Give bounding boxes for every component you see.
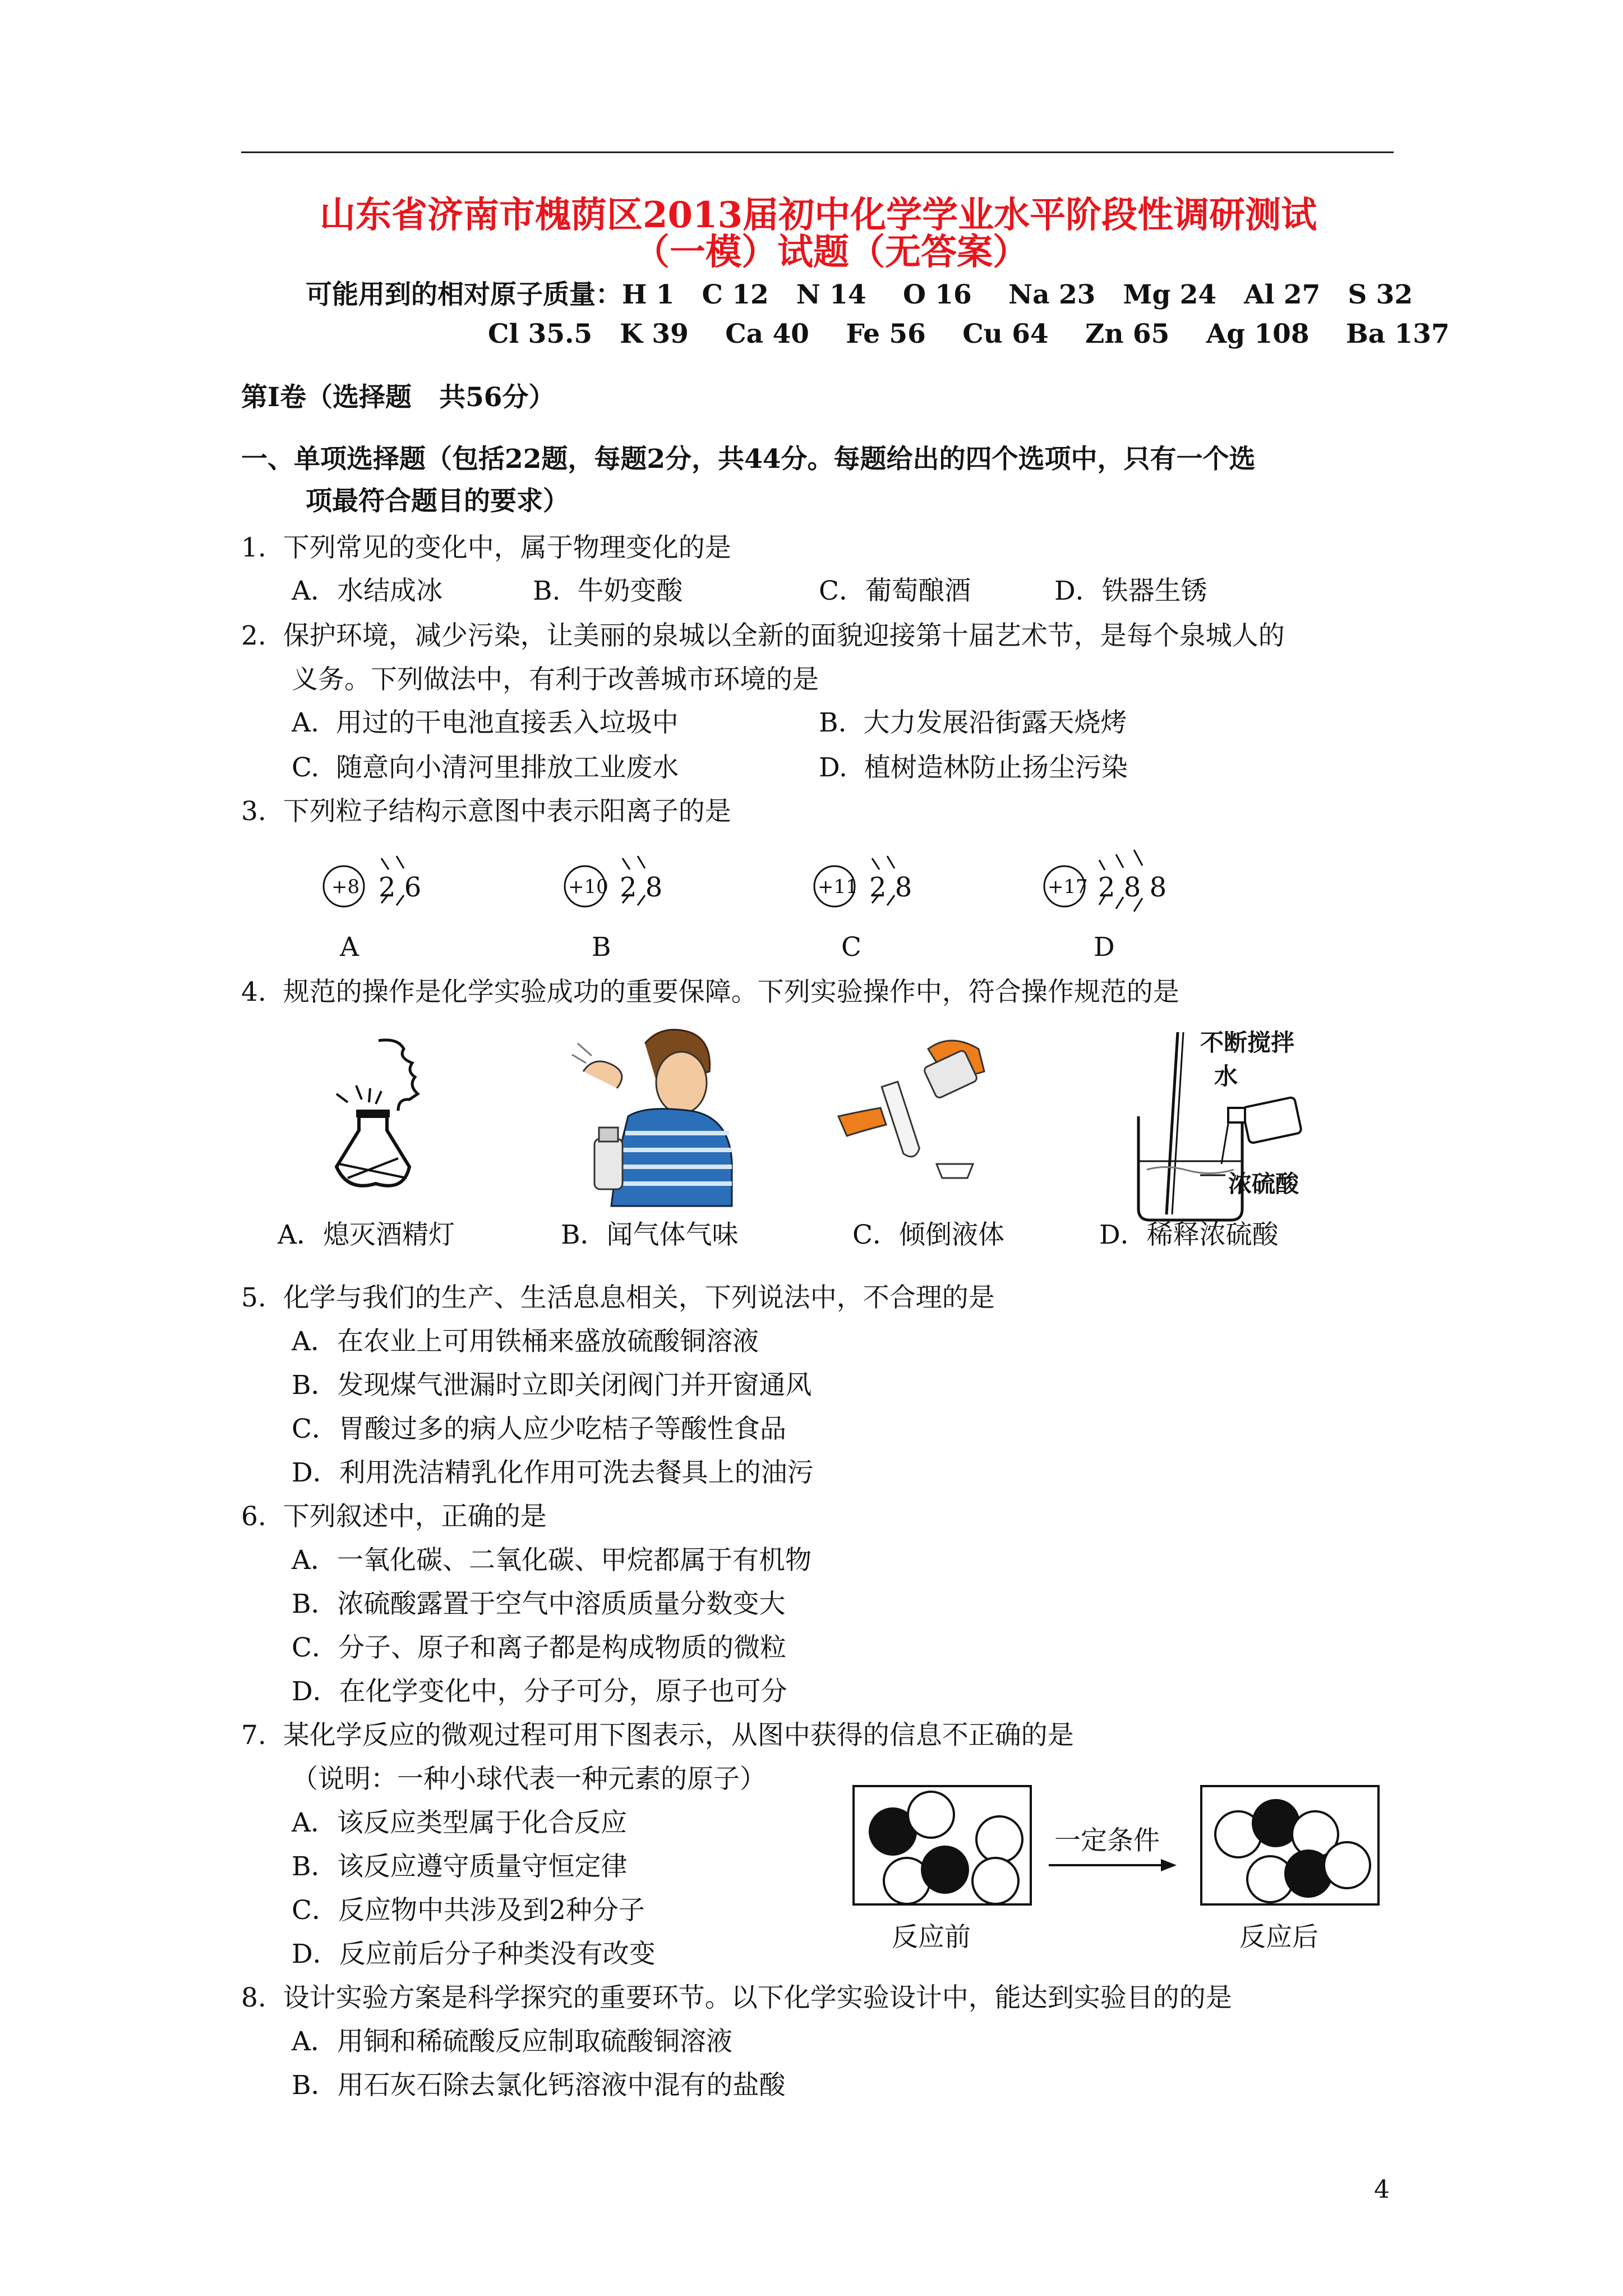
q5-option-a: A．在农业上可用铁桶来盛放硫酸铜溶液 — [292, 1326, 759, 1357]
q7-stem: 7. 某化学反应的微观过程可用下图表示，从图中获得的信息不正确的是 — [241, 1720, 1074, 1751]
smelling-gas-illustration — [561, 1021, 746, 1212]
q2-stem-2: 义务。下列做法中，有利于改善城市环境的是 — [292, 664, 819, 695]
page-title: 山东省济南市槐荫区2013届初中化学学业水平阶段性调研测试 — [320, 194, 1317, 236]
q2-option-c: C. 随意向小清河里排放工业废水 — [292, 752, 679, 783]
q7-note: （说明：一种小球代表一种元素的原子） — [292, 1764, 766, 1795]
ion-d-nucleus: +17 — [1048, 876, 1088, 898]
q7-option-d: D．反应前后分子种类没有改变 — [292, 1939, 656, 1970]
q8-option-a: A．用铜和稀硫酸反应制取硫酸铜溶液 — [292, 2026, 732, 2057]
section-heading-1: 一、单项选择题（包括22题，每题2分，共44分。每题给出的四个选项中，只有一个选 — [241, 444, 1256, 475]
ion-a-label: A — [340, 932, 359, 963]
q1-option-b: B. 牛奶变酸 — [533, 576, 683, 606]
q1-option-a: A．水结成冰 — [292, 576, 442, 606]
q4-option-d: D．稀释浓硫酸 — [1099, 1220, 1279, 1250]
q2-stem-1: 2. 保护环境，减少污染，让美丽的泉城以全新的面貌迎接第十届艺术节，是每个泉城人的 — [241, 620, 1285, 651]
q8-option-b: B．用石灰石除去氯化钙溶液中混有的盐酸 — [292, 2070, 786, 2101]
q4-option-c: C．倾倒液体 — [852, 1220, 1004, 1250]
q1-option-c: C．葡萄酿酒 — [819, 576, 971, 606]
q7-option-c: C．反应物中共涉及到2种分子 — [292, 1895, 645, 1926]
q1-option-d: D．铁器生锈 — [1054, 576, 1207, 606]
atomic-mass-line-2: Cl 35.5 K 39 Ca 40 Fe 56 Cu 64 Zn 65 Ag 108 Ba 137 — [488, 319, 1450, 349]
q2-option-d: D. 植树造林防止扬尘污染 — [819, 752, 1128, 783]
q6-option-b: B．浓硫酸露置于空气中溶质质量分数变大 — [292, 1589, 786, 1619]
ion-diagram-d — [1038, 827, 1183, 923]
atomic-mass-line-1: 可能用到的相对原子质量：H 1 C 12 N 14 O 16 Na 23 Mg 24 Al 27 S 32 — [306, 279, 1413, 310]
q4-stem: 4. 规范的操作是化学实验成功的重要保障。下列实验操作中，符合操作规范的是 — [241, 977, 1179, 1007]
page-number: 4 — [1374, 2175, 1390, 2204]
ion-a-shells: 2 6 — [379, 872, 422, 903]
reaction-after-box — [1200, 1785, 1380, 1906]
q5-option-d: D．利用洗洁精乳化作用可洗去餐具上的油污 — [292, 1457, 814, 1488]
label-conc-acid: 浓硫酸 — [1228, 1170, 1299, 1198]
q4-option-a: A．熄灭酒精灯 — [278, 1220, 455, 1250]
q5-option-c: C．胃酸过多的病人应少吃桔子等酸性食品 — [292, 1414, 786, 1444]
reaction-before-box — [852, 1785, 1032, 1906]
ion-diagram-a — [317, 836, 440, 920]
q7-option-b: B．该反应遵守质量守恒定律 — [292, 1851, 628, 1882]
after-label: 反应后 — [1239, 1922, 1318, 1953]
ion-b-label: B — [592, 932, 611, 963]
q6-stem: 6. 下列叙述中，正确的是 — [241, 1501, 547, 1532]
q5-stem: 5. 化学与我们的生产、生活息息相关，下列说法中，不合理的是 — [241, 1282, 995, 1313]
ion-d-label: D — [1094, 932, 1115, 963]
ion-c-nucleus: +11 — [818, 876, 858, 898]
ion-d-shells: 2 8 8 — [1098, 872, 1167, 903]
q3-stem: 3. 下列粒子结构示意图中表示阳离子的是 — [241, 796, 731, 827]
ion-c-label: C — [841, 932, 861, 963]
label-stir: 不断搅拌 — [1200, 1029, 1295, 1056]
q6-option-c: C．分子、原子和离子都是构成物质的微粒 — [292, 1632, 786, 1663]
pouring-liquid-illustration — [830, 1027, 993, 1189]
reaction-condition: 一定条件 — [1054, 1825, 1160, 1856]
alcohol-lamp-illustration — [314, 1032, 460, 1200]
ion-b-nucleus: +10 — [568, 876, 608, 898]
section-heading-2: 项最符合题目的要求） — [306, 486, 569, 517]
dilute-acid-illustration — [1133, 1029, 1318, 1231]
q2-option-a: A. 用过的干电池直接丢入垃圾中 — [292, 707, 679, 738]
ion-b-shells: 2 8 — [620, 872, 663, 903]
header-rule — [241, 151, 1394, 153]
reaction-arrow — [1049, 1857, 1178, 1874]
q7-option-a: A．该反应类型属于化合反应 — [292, 1807, 627, 1838]
ion-diagram-b — [558, 836, 681, 920]
q1-stem: 1. 下列常见的变化中，属于物理变化的是 — [241, 532, 731, 563]
q8-stem: 8. 设计实验方案是科学探究的重要环节。以下化学实验设计中，能达到实验目的的是 — [241, 1982, 1232, 2013]
q4-option-b: B．闻气体气味 — [561, 1220, 739, 1250]
q6-option-a: A．一氧化碳、二氧化碳、甲烷都属于有机物 — [292, 1545, 811, 1576]
ion-diagram-c — [808, 836, 931, 920]
label-water: 水 — [1214, 1062, 1238, 1090]
part-title: 第Ⅰ卷（选择题 共56分） — [241, 382, 555, 413]
q5-option-b: B．发现煤气泄漏时立即关闭阀门并开窗通风 — [292, 1370, 812, 1401]
ion-a-nucleus: +8 — [331, 876, 360, 898]
q6-option-d: D．在化学变化中，分子可分，原子也可分 — [292, 1676, 787, 1707]
q2-option-b: B. 大力发展沿街露天烧烤 — [819, 707, 1127, 738]
before-label: 反应前 — [892, 1922, 971, 1953]
page-subtitle: （一模）试题（无答案） — [634, 231, 1029, 273]
ion-c-shells: 2 8 — [869, 872, 912, 903]
